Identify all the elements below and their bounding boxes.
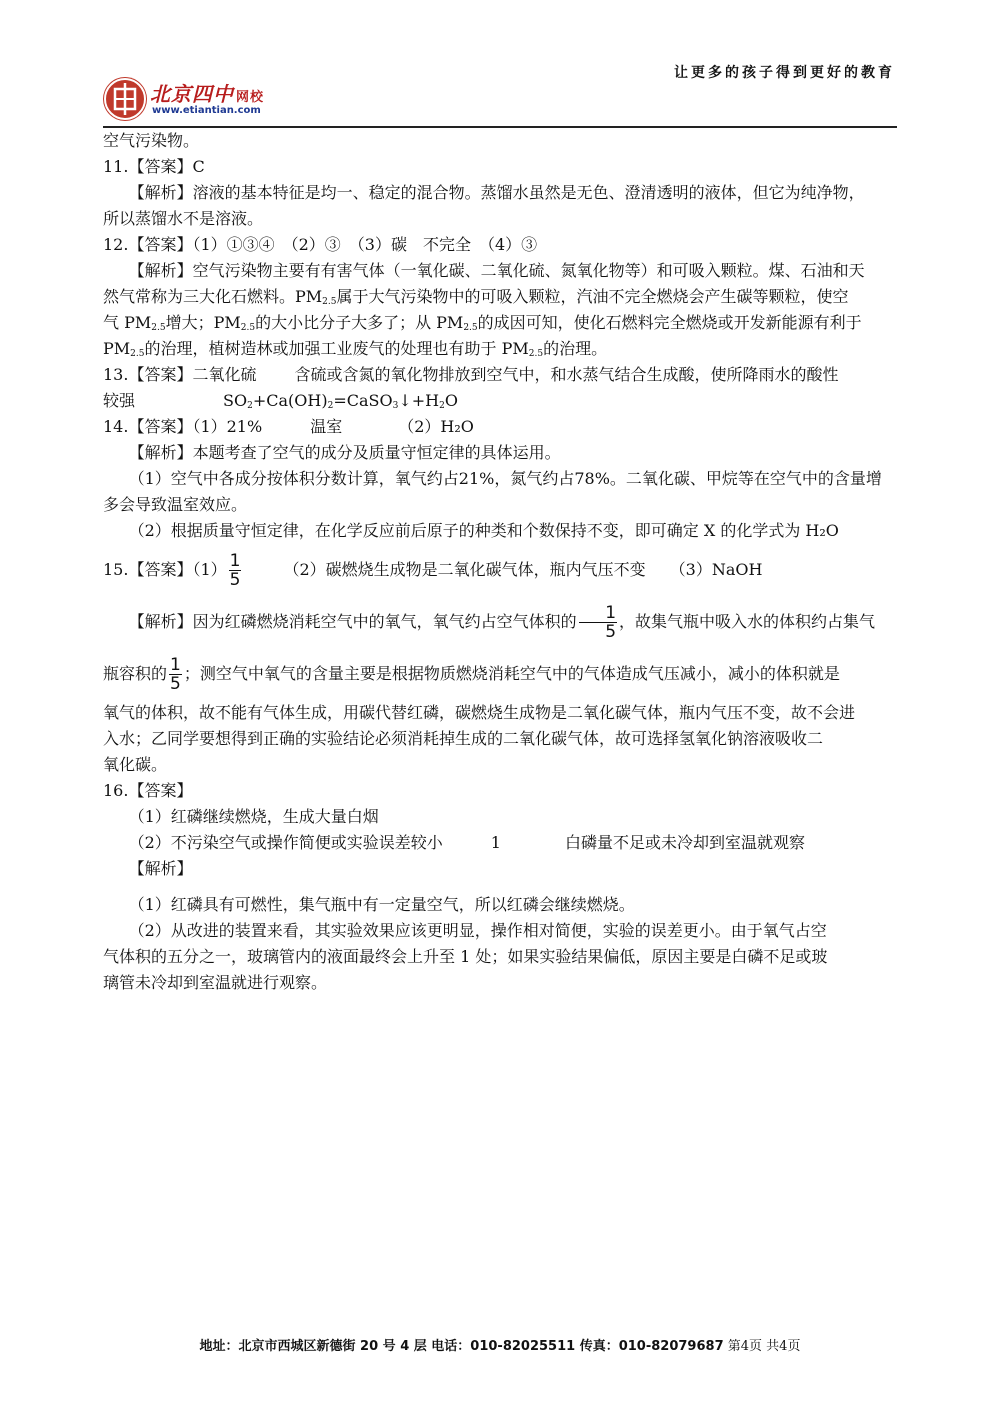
text-line: 入水；乙同学要想得到正确的实验结论必须消耗掉生成的二氧化碳气体，故可选择氢氧化钠溶液吸收二 xyxy=(103,729,824,748)
analysis-11: 【解析】溶液的基本特征是均一、稳定的混合物。蒸馏水虽然是无色、澄清透明的液体，但它为纯净物， xyxy=(128,183,865,202)
logo-url: www.etiantian.com xyxy=(152,105,261,116)
analysis-15: 【解析】因为红磷燃烧消耗空气中的氧气，氧气约占空气体积的 $\frac{1}{5}$ ，故集气瓶中吸入水的体积约占集气 xyxy=(128,603,876,642)
text-line: 璃管未冷却到室温就进行观察。 xyxy=(103,973,328,992)
text-line: 气 $PM_{2.5}$增大；$PM_{2.5}$的大小比分子大多了；从 $PM_{2.5}$的成因可知，使化石燃料完全燃烧或开发新能源有利于 xyxy=(103,313,862,333)
fraction: $\frac{1}{5}$ xyxy=(229,551,241,590)
text-line: 较强 $SO_2+Ca(OH)_2=CaSO_3↓+H_2O$ xyxy=(103,391,458,411)
text-line: 气体积的五分之一，玻璃管内的液面最终会上升至 1 处；如果实验结果偏低，原因主要是白磷不足或玻 xyxy=(103,947,828,966)
text-line: 所以蒸馏水不是溶液。 xyxy=(103,209,264,228)
fraction: $\frac{1}{5}$ xyxy=(579,604,617,641)
text-line: （1）空气中各成分按体积分数计算，氧气约占21%，氮气约占78%。二氧化碳、甲烷等在空气中的含量增 xyxy=(128,469,882,488)
text-line: $PM_{2.5}$的治理，植树造林或加强工业废气的处理也有助于 $PM_{2.5}$的治理。 xyxy=(103,339,608,359)
answer-15: 15.【答案】（1） $\frac{1}{5}$ （2）碳燃烧生成物是二氧化碳气体，瓶内气压不变 （3）NaOH xyxy=(103,551,763,590)
text-line: 氧化碳。 xyxy=(103,755,168,774)
text-line: 瓶容积的 $\frac{1}{5}$ ；测空气中氧气的含量主要是根据物质燃烧消耗空气中的气体造成气压减小，减小的体积就是 xyxy=(103,655,840,694)
page-header xyxy=(0,0,1000,130)
page-number: 第4页 共4页 xyxy=(727,1339,801,1354)
footer-address: 地址：北京市西城区新德街 20 号 4 层 电话：010-82025511 传真：010-82079687 xyxy=(199,1339,724,1354)
text-line: （1）红磷继续燃烧，生成大量白烟 xyxy=(128,807,379,826)
answer-content xyxy=(103,128,897,996)
answer-14: 14.【答案】（1）21% 温室 （2）H₂O xyxy=(103,417,474,436)
header-slogan: 让更多的孩子得到更好的教育 xyxy=(674,65,895,81)
analysis-16: 【解析】 xyxy=(128,859,193,878)
text-line: （2）根据质量守恒定律，在化学反应前后原子的种类和个数保持不变，即可确定 X 的化学式为 H₂O xyxy=(128,521,839,540)
answer-13: 13.【答案】二氧化硫 含硫或含氮的氧化物排放到空气中，和水蒸气结合生成酸，使所降雨水的酸性 xyxy=(103,365,839,384)
answer-12: 12.【答案】（1）①③④ （2）③ （3）碳 不完全 （4）③ xyxy=(103,235,538,254)
answer-16: 16.【答案】 xyxy=(103,781,193,800)
analysis-14: 【解析】本题考查了空气的成分及质量守恒定律的具体运用。 xyxy=(128,443,561,462)
text-line: （2）不污染空气或操作简便或实验误差较小 1 白磷量不足或未冷却到室温就观察 xyxy=(128,833,805,852)
spacer xyxy=(103,882,897,892)
page-footer xyxy=(0,1335,1000,1354)
text-line: 然气常称为三大化石燃料。$PM_{2.5}$属于大气污染物中的可吸入颗粒，汽油不完全燃烧会产生碳等颗粒，使空 xyxy=(103,287,849,307)
text-line: 多会导致温室效应。 xyxy=(103,495,248,514)
text-line: （2）从改进的装置来看，其实验效果应该更明显，操作相对简便，实验的误差更小。由于氧气占空 xyxy=(128,921,827,940)
analysis-12: 【解析】空气污染物主要有有害气体（一氧化碳、二氧化硫、氮氧化物等）和可吸入颗粒。煤、石油和天 xyxy=(128,261,865,280)
text-line: 氧气的体积，故不能有气体生成，用碳代替红磷，碳燃烧生成物是二氧化碳气体，瓶内气压不变，故不会进 xyxy=(103,703,856,722)
fraction: $\frac{1}{5}$ xyxy=(170,655,181,694)
logo-text: 北京四中 网校 xyxy=(150,82,265,106)
text-line: 空气污染物。 xyxy=(103,131,200,150)
answer-11: 11.【答案】C xyxy=(103,157,205,176)
logo-icon xyxy=(103,77,147,121)
text-line: （1）红磷具有可燃性，集气瓶中有一定量空气，所以红磷会继续燃烧。 xyxy=(128,895,635,914)
